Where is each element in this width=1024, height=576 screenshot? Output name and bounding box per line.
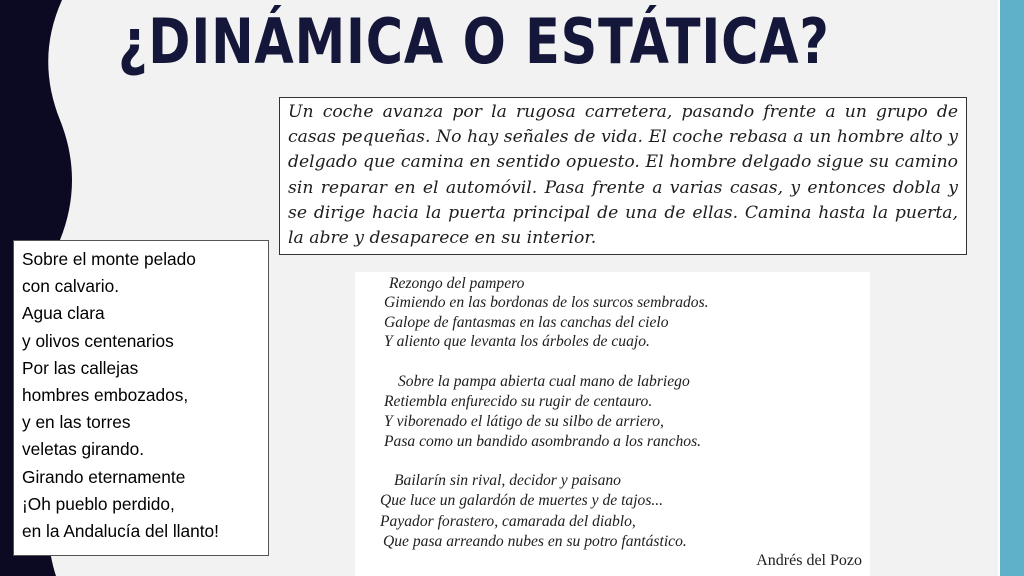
- poem-line: con calvario.: [22, 276, 120, 297]
- poem-scan-image: [355, 272, 870, 576]
- poem-line: y olivos centenarios: [22, 330, 174, 351]
- scan-line: Rezongo del pampero: [389, 275, 525, 292]
- story-text-box: [279, 97, 967, 255]
- scan-line: Que luce un galardón de muertes y de tajos...: [380, 492, 664, 509]
- poem-line: Girando eternamente: [22, 466, 186, 487]
- scan-line: Pasa como un bandido asombrando a los ranchos.: [384, 433, 702, 450]
- poem-line: hombres embozados,: [22, 385, 189, 406]
- poem-left-box: [13, 240, 269, 556]
- poem-line: ¡Oh pueblo perdido,: [22, 493, 175, 514]
- scan-line: Gimiendo en las bordonas de los surcos sembrados.: [384, 294, 709, 311]
- poem-author: Andrés del Pozo: [756, 552, 862, 569]
- poem-line: Sobre el monte pelado: [22, 249, 196, 269]
- poem-line: y en las torres: [22, 412, 131, 433]
- scan-line: Y aliento que levanta los árboles de cuajo.: [384, 333, 650, 350]
- scan-line: Que pasa arreando nubes en su potro fantástico.: [383, 533, 687, 550]
- scan-line: Y viborenado el látigo de su silbo de arriero,: [384, 413, 664, 430]
- scan-line: Galope de fantasmas en las canchas del cielo: [384, 314, 669, 331]
- scan-line: Bailarín sin rival, decidor y paisano: [394, 472, 621, 489]
- poem-line: veletas girando.: [22, 439, 145, 460]
- scan-line: Payador forastero, camarada del diablo,: [380, 513, 636, 530]
- slide-title: ¿DINÁMICA O ESTÁTICA?: [118, 5, 830, 78]
- story-paragraph: Un coche avanza por la rugosa carretera, pasando frente a un grupo de casas pequeñas. No hay señales de vida. El coche rebasa a un hombre alto y delgado que camina en sentido opuesto. El hombre delgado sigue su camino sin reparar en el automóvil. Pasa frente a varias casas, y entonces dobla y se dirige hacia la puerta principal de una de ellas. Camina hasta la puerta, la abre y desaparece en su interior.: [288, 102, 958, 249]
- poem-line: en la Andalucía del llanto!: [22, 521, 219, 542]
- scan-line: Sobre la pampa abierta cual mano de labriego: [398, 373, 690, 390]
- poem-line: Por las callejas: [22, 357, 139, 378]
- scan-line: Retiembla enfurecido su rugir de centauro.: [384, 393, 653, 410]
- poem-line: Agua clara: [22, 303, 105, 324]
- right-accent-band: [1000, 0, 1024, 576]
